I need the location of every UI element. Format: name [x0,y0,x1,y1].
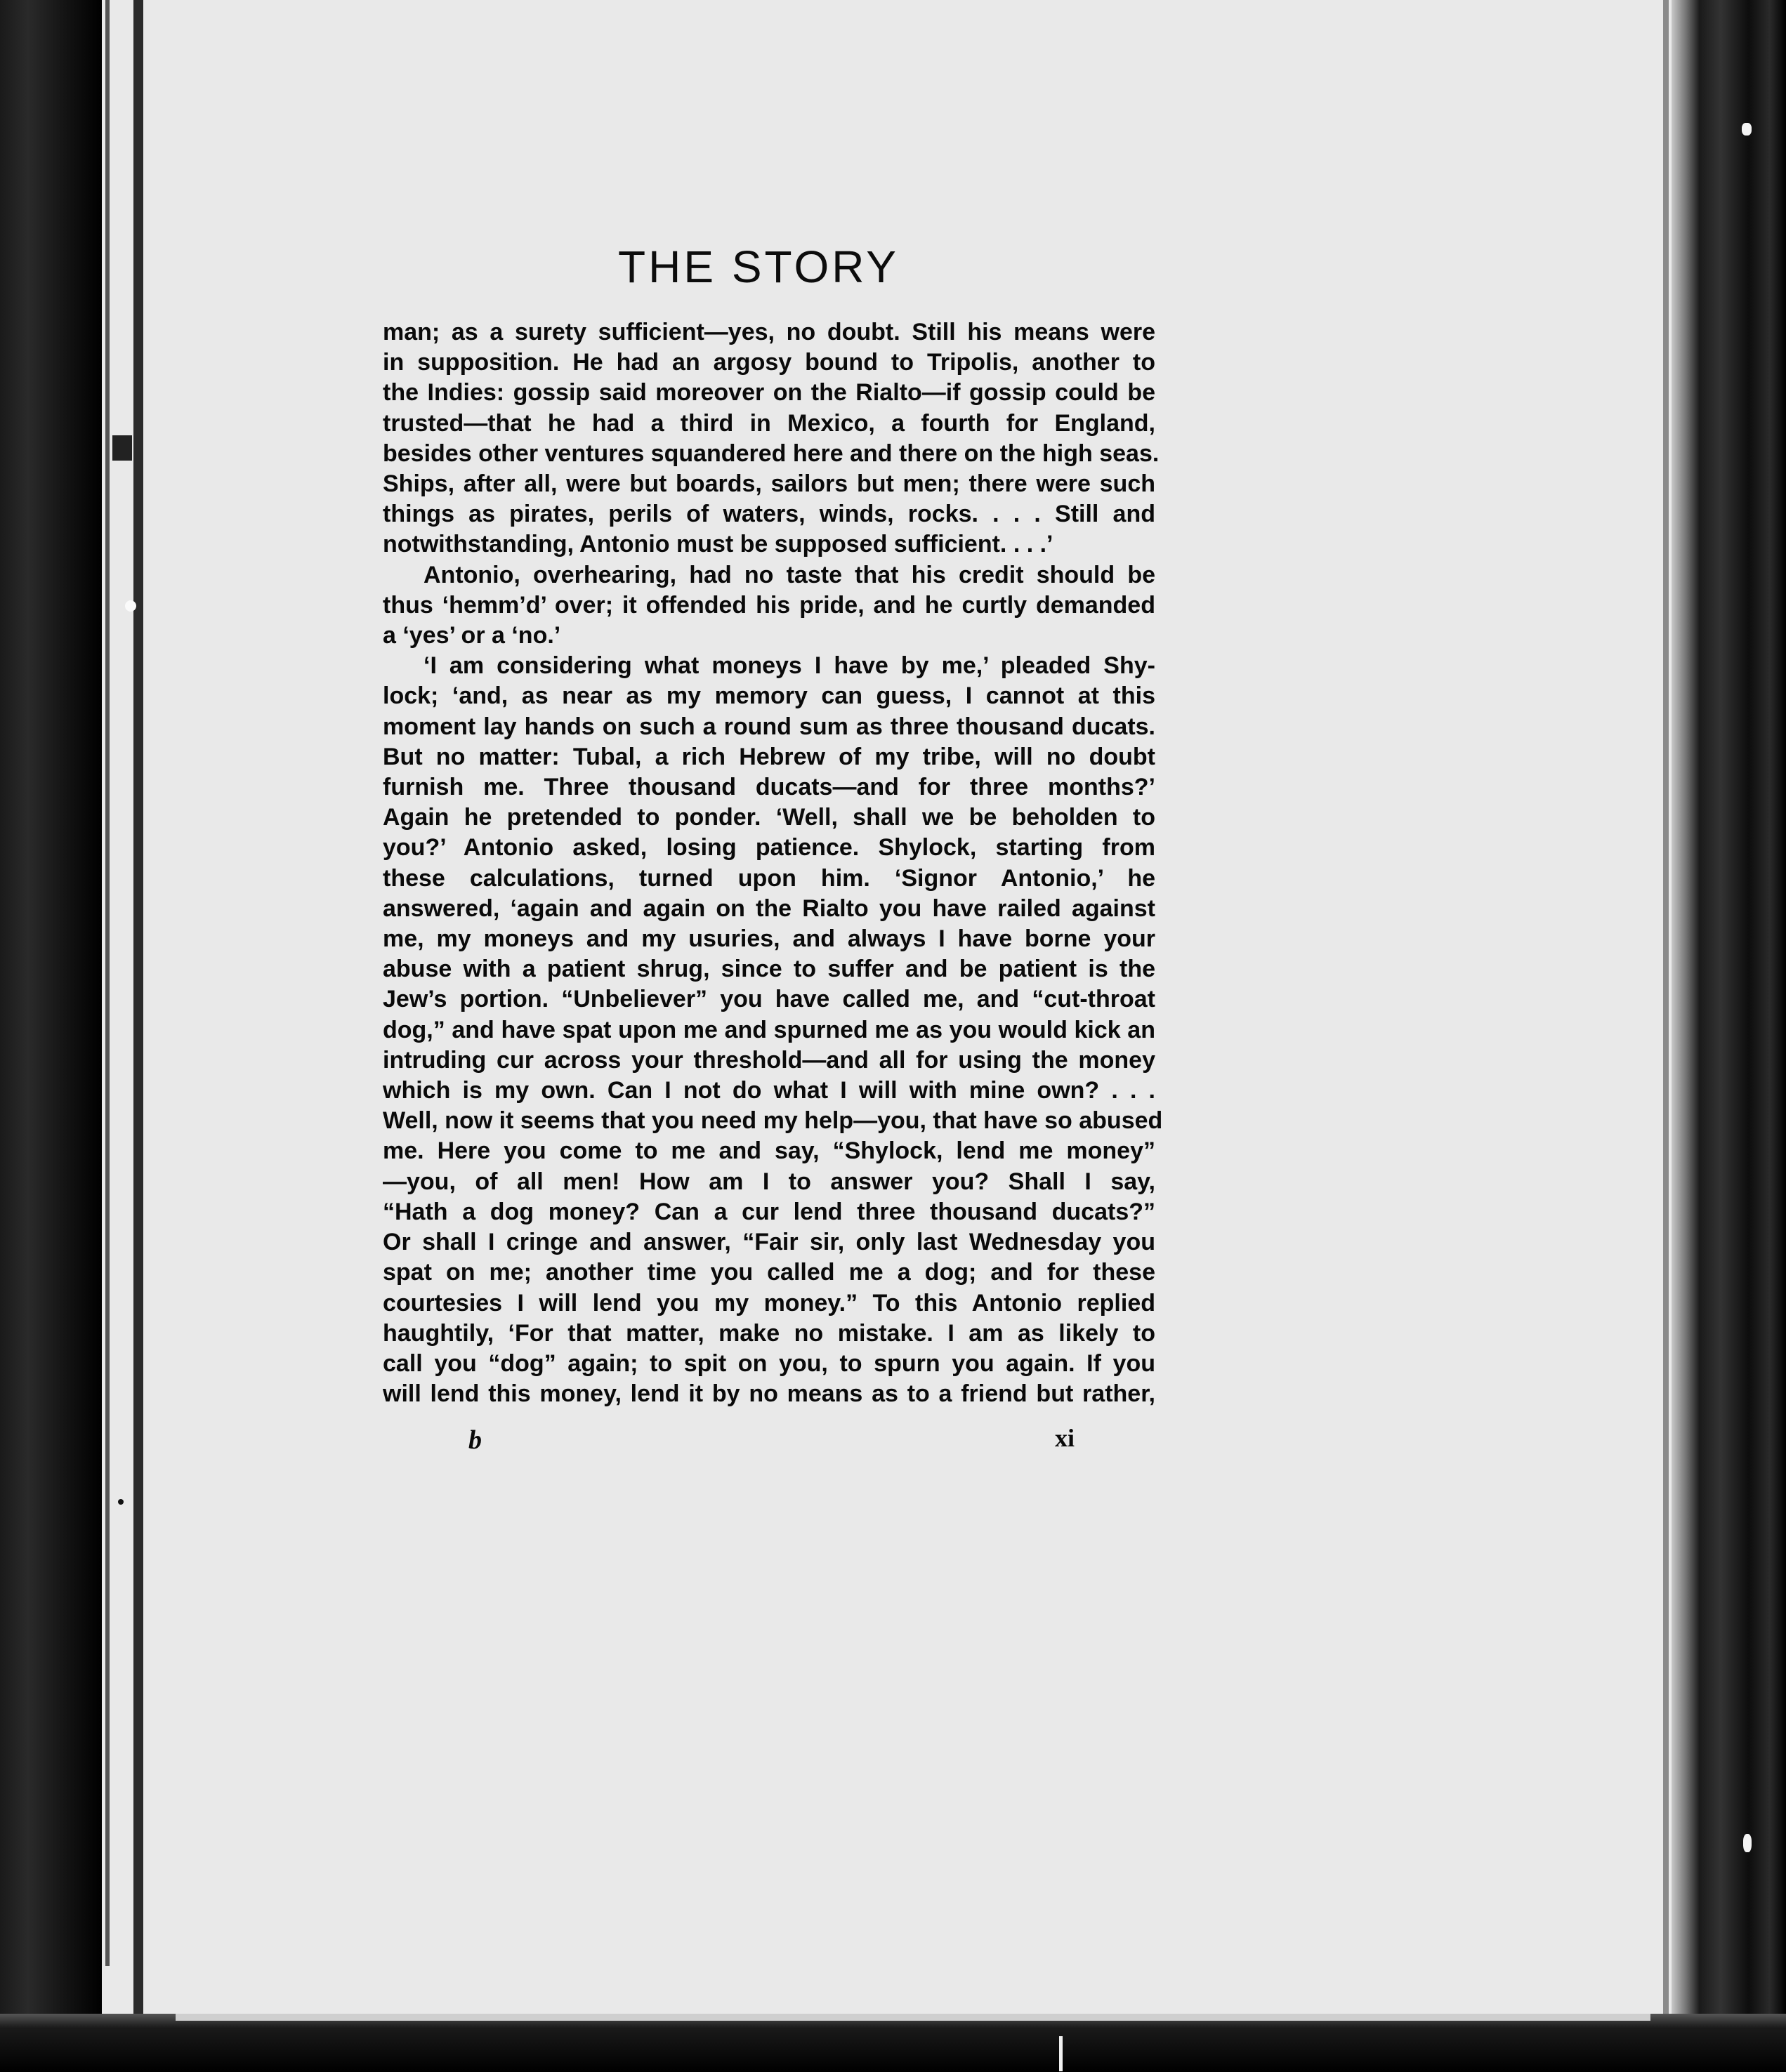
text-line: trusted—that he had a third in Mexico, a fourth for England, [383,409,1155,437]
text-line: dog,” and have spat upon me and spurned me as you would kick an [383,1016,1155,1043]
text-line: moment lay hands on such a round sum as three thousand ducats. [383,713,1155,740]
text-line: a ‘yes’ or a ‘no.’ [383,622,561,649]
left-margin-spot [125,600,136,612]
text-line: things as pirates, perils of waters, winds, rocks. . . . Still and [383,501,1155,528]
right-edge-spot-lower [1743,1834,1752,1852]
text-line: the Indies: gossip said moreover on the Rialto—if gossip could be [383,379,1155,407]
text-line: furnish me. Three thousand ducats—and for three months?’ [383,774,1155,801]
text-line: lock; ‘and, as near as my memory can guess, I cannot at this [383,682,1155,710]
text-line: haughtily, ‘For that matter, make no mistake. I am as likely to [383,1319,1155,1347]
page-number: xi [1055,1424,1075,1452]
bottom-page-edge [176,2014,1650,2021]
bottom-edge-mark [1059,2036,1063,2071]
text-line: Ships, after all, were but boards, sailors but men; there were such [383,470,1155,498]
left-margin-mark [112,435,132,461]
signature-mark: b [468,1425,482,1455]
text-line: Or shall I cringe and answer, “Fair sir, only last Wednesday you [383,1229,1155,1256]
text-line: me, my moneys and my usuries, and always I have borne your [383,925,1155,953]
text-line: you?’ Antonio asked, losing patience. Shylock, starting from [383,834,1155,862]
text-line: answered, ‘again and again on the Rialto you have railed against [383,895,1155,922]
text-line: “Hath a dog money? Can a cur lend three thousand ducats?” [383,1198,1155,1225]
text-line: call you “dog” again; to spit on you, to spurn you again. If you [383,1350,1155,1377]
text-line: But no matter: Tubal, a rich Hebrew of my tribe, will no doubt [383,743,1155,770]
text-line: —you, of all men! How am I to answer you? Shall I say, [383,1168,1155,1195]
right-page-edge [1663,0,1669,2022]
bottom-cover-edge [0,2014,1786,2072]
left-margin-dot [118,1499,124,1505]
text-line: besides other ventures squandered here and there on the high seas. [383,440,1160,467]
text-line: in supposition. He had an argosy bound to Tripolis, another to [383,349,1155,376]
text-line: these calculations, turned upon him. ‘Signor Antonio,’ he [383,864,1155,892]
text-line: intruding cur across your threshold—and all for using the money [383,1046,1155,1074]
text-line: notwithstanding, Antonio must be supposed sufficient. . . .’ [383,531,1053,558]
page-heading: THE STORY [618,242,899,292]
text-line: Antonio, overhearing, had no taste that his credit should be [423,561,1155,588]
right-cover-edge [1672,0,1786,2072]
text-line: which is my own. Can I not do what I will with mine own? . . . [383,1077,1155,1104]
text-line: thus ‘hemm’d’ over; it offended his pride, and he curtly demanded [383,591,1155,619]
body-text [383,317,1163,1409]
right-edge-spot [1742,123,1752,136]
text-line: me. Here you come to me and say, “Shylock, lend me money” [383,1137,1155,1165]
text-line: ‘I am considering what moneys I have by me,’ pleaded Shy- [423,652,1155,680]
text-line: Again he pretended to ponder. ‘Well, shall we be beholden to [383,804,1155,831]
left-gutter-line [133,0,143,2072]
text-line: Well, now it seems that you need my help—you, that have so abused [383,1107,1163,1135]
text-line: courtesies I will lend you my money.” To this Antonio replied [383,1289,1155,1317]
text-line: man; as a surety sufficient—yes, no doubt. Still his means were [383,319,1155,345]
left-binding-edge [0,0,102,2072]
text-line: spat on me; another time you called me a dog; and for these [383,1259,1155,1286]
left-gutter-shadow [105,0,110,1966]
text-line: Jew’s portion. “Unbeliever” you have called me, and “cut-throat [383,986,1155,1013]
text-line: abuse with a patient shrug, since to suffer and be patient is the [383,956,1155,983]
text-line: will lend this money, lend it by no means as to a friend but rather, [383,1380,1155,1408]
